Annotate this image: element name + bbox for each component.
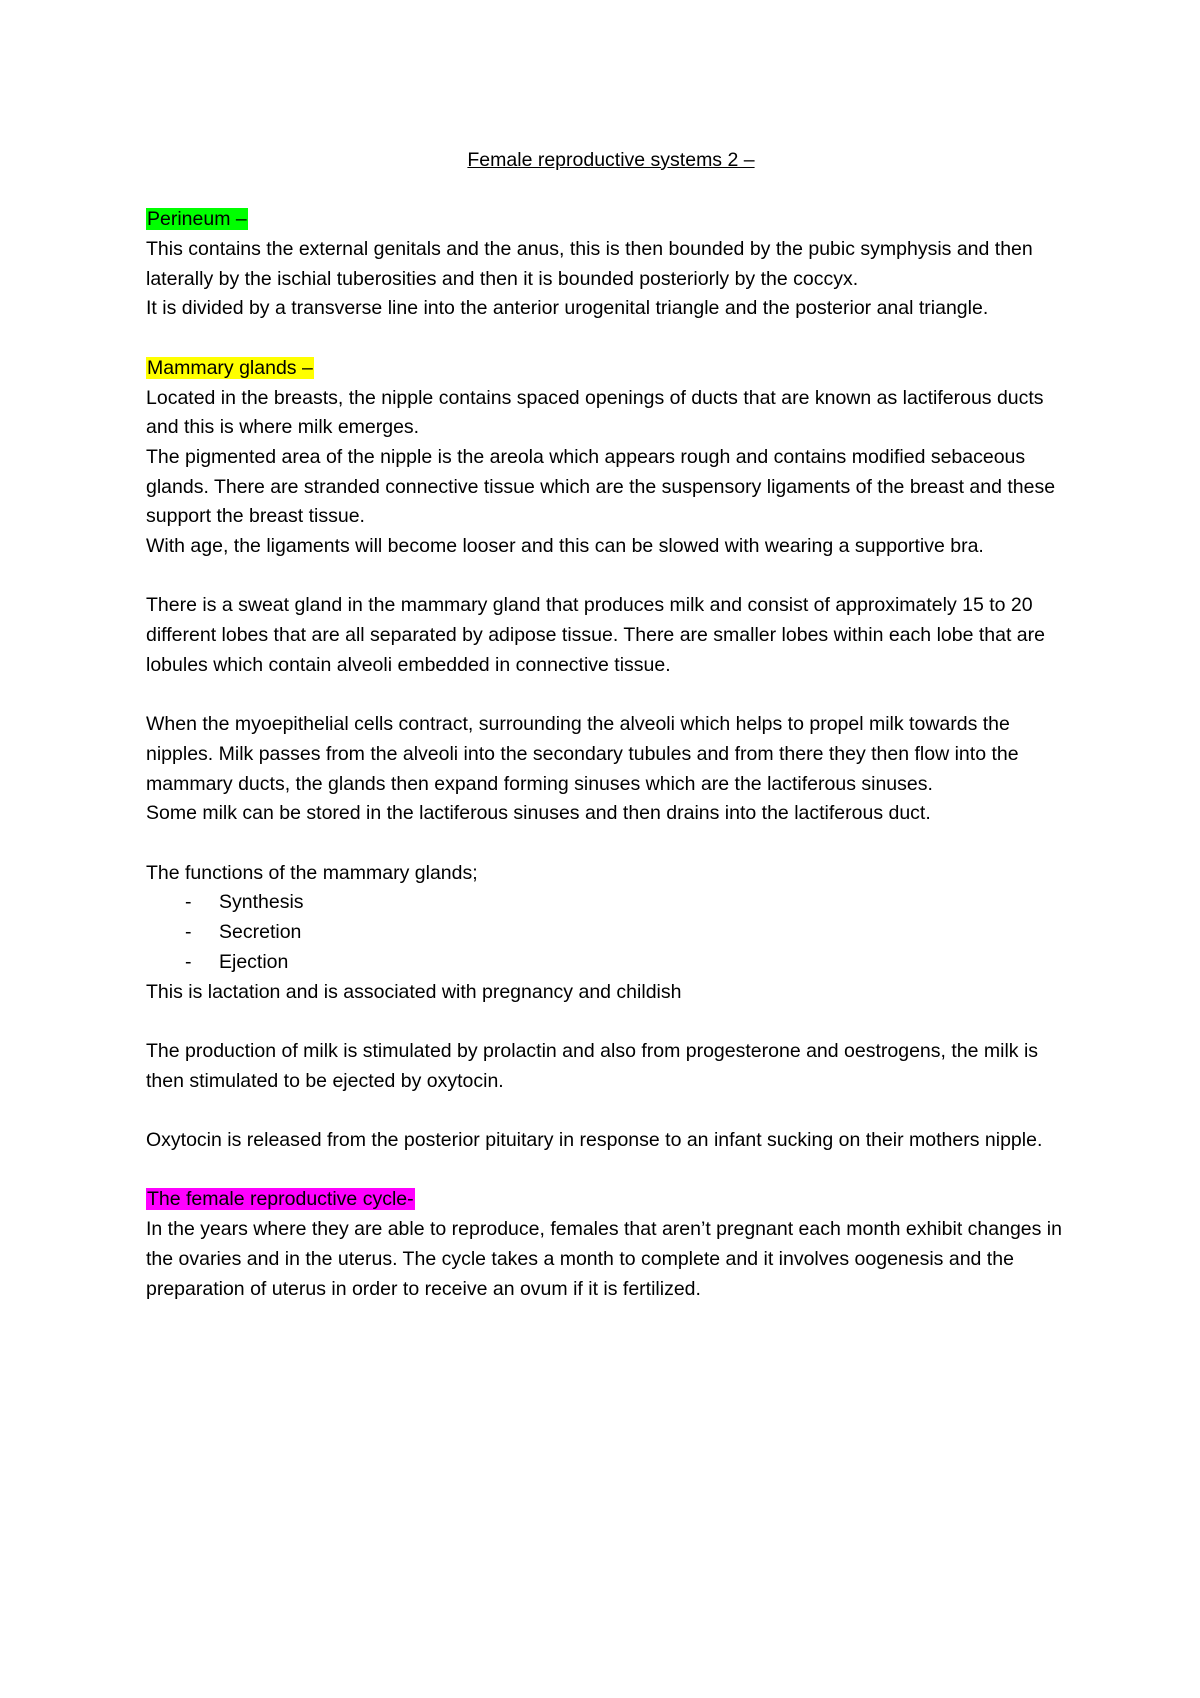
mammary-paragraph-2: The pigmented area of the nipple is the areola which appears rough and contains modified sebaceous glands. There are stranded connective tissue which are the suspensory ligaments of the breast and these support the breast tissue.: [146, 445, 1056, 528]
document-title: Female reproductive systems 2 –: [467, 149, 755, 171]
functions-list: [146, 888, 1076, 977]
mammary-heading-line: [146, 354, 1076, 384]
cycle-paragraph-1: In the years where they are able to reproduce, females that aren’t pregnant each month exhibit changes in the ovaries and in the uterus. The cycle takes a month to complete and it involves oogenesis and the preparation of uterus in order to receive an ovum if it is fertilized.: [146, 1218, 1062, 1300]
list-item: [146, 948, 1076, 978]
mammary-paragraph-9: Oxytocin is released from the posterior pituitary in response to an infant sucking on their mothers nipple.: [146, 1129, 1043, 1152]
perineum-paragraph-2: It is divided by a transverse line into the anterior urogenital triangle and the posterior anal triangle.: [146, 297, 989, 320]
list-item-text: Synthesis: [219, 891, 304, 914]
mammary-paragraph-8: The production of milk is stimulated by prolactin and also from progesterone and oestrogens, the milk is then stimulated to be ejected by oxytocin.: [146, 1039, 1039, 1092]
spacer: [146, 324, 1076, 354]
mammary-paragraph-7: This is lactation and is associated with pregnancy and childish: [146, 980, 682, 1003]
spacer: [146, 681, 1076, 711]
dash-bullet: -: [185, 950, 192, 973]
perineum-heading: Perineum –: [147, 208, 247, 231]
spacer: [146, 829, 1076, 859]
dash-bullet: -: [185, 891, 192, 914]
mammary-paragraph-6: Some milk can be stored in the lactiferous sinuses and then drains into the lactiferous duct.: [146, 802, 931, 825]
document-page: [146, 146, 1076, 1304]
dash-bullet: -: [185, 921, 192, 944]
mammary-heading: Mammary glands –: [147, 356, 313, 379]
list-item: [146, 888, 1076, 918]
functions-intro: The functions of the mammary glands;: [146, 861, 478, 884]
mammary-paragraph-4: There is a sweat gland in the mammary gland that produces milk and consist of approximately 15 to 20 different lobes that are all separated by adipose tissue. There are smaller lobes within each lobe that are lobules which contain alveoli embedded in connective tissue.: [146, 594, 1045, 676]
mammary-paragraph-3: With age, the ligaments will become looser and this can be slowed with wearing a supportive bra.: [146, 535, 984, 558]
list-item-text: Secretion: [219, 921, 302, 944]
spacer: [146, 562, 1076, 592]
list-item: [146, 918, 1076, 948]
spacer: [146, 1156, 1076, 1186]
spacer: [146, 1007, 1076, 1037]
perineum-heading-line: [146, 205, 1076, 235]
perineum-paragraph-1: This contains the external genitals and the anus, this is then bounded by the pubic symphysis and then laterally by the ischial tuberosities and then it is bounded posteriorly by the coccyx.: [146, 238, 1033, 290]
spacer: [146, 176, 1076, 206]
spacer: [146, 1096, 1076, 1126]
section-perineum: [146, 205, 1076, 324]
mammary-paragraph-1: Located in the breasts, the nipple contains spaced openings of ducts that are known as lactiferous ducts and this is where milk emerges.: [146, 386, 1044, 439]
mammary-paragraph-5: When the myoepithelial cells contract, surrounding the alveoli which helps to propel milk towards the nipples. Milk passes from the alveoli into the secondary tubules and from there they then flow into the mammary ducts, the glands then expand forming sinuses which are the lactiferous sinuses.: [146, 713, 1019, 795]
section-mammary-glands: [146, 354, 1076, 1156]
cycle-heading-line: [146, 1185, 1076, 1215]
cycle-heading: The female reproductive cycle-: [147, 1188, 414, 1211]
section-reproductive-cycle: [146, 1185, 1076, 1304]
list-item-text: Ejection: [219, 950, 289, 973]
